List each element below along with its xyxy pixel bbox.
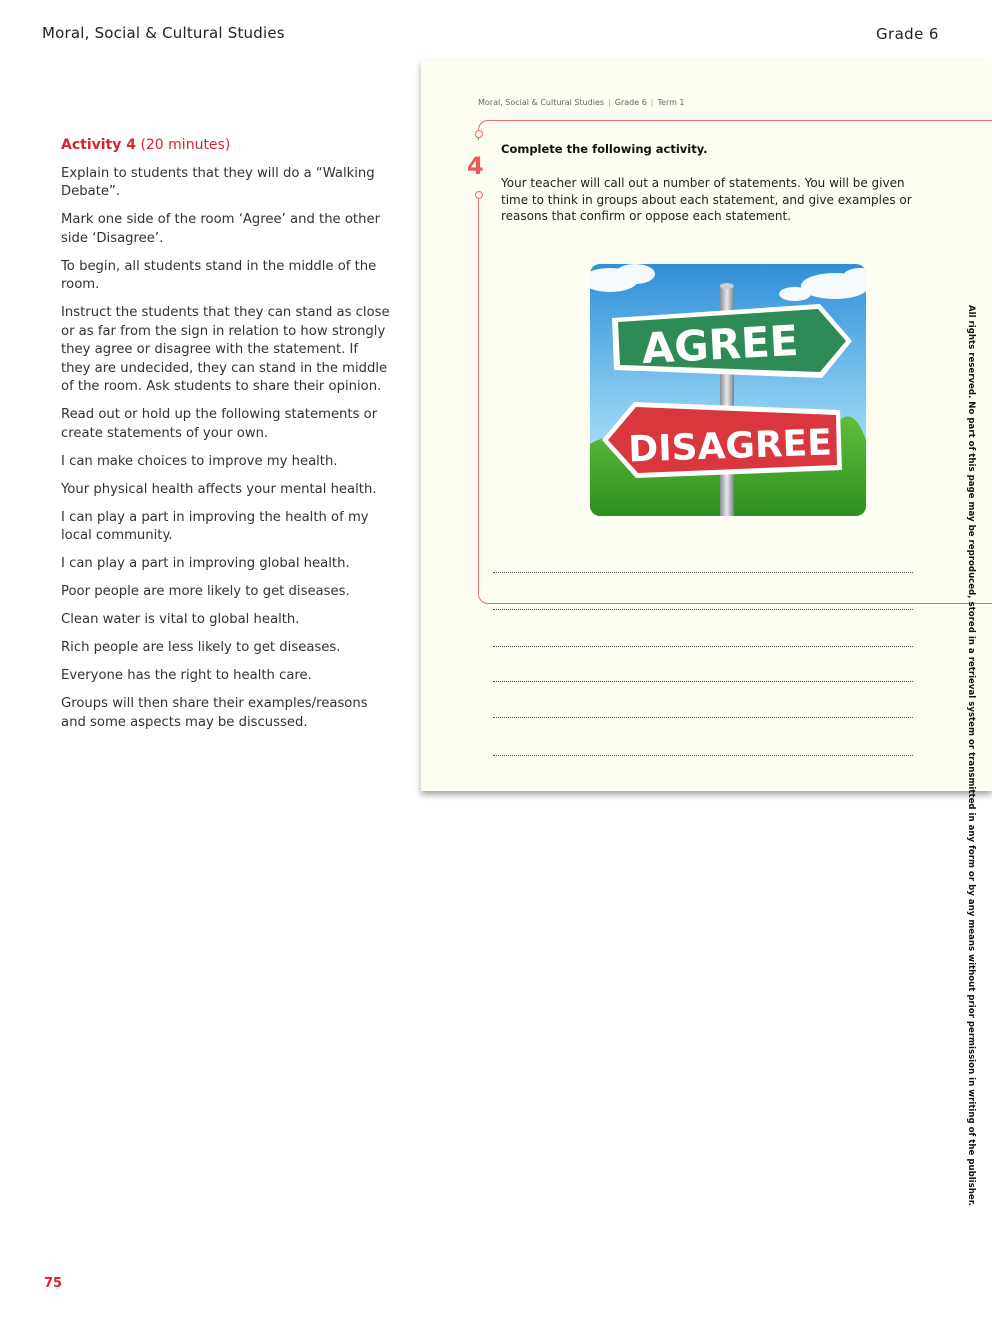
page-number: 75 — [44, 1276, 63, 1291]
copyright-notice — [962, 305, 978, 1206]
answer-line — [493, 755, 913, 756]
answer-line — [493, 646, 913, 647]
teacher-notes-column — [61, 136, 391, 742]
statement-item: Your physical health affects your mental health. — [61, 481, 377, 497]
instruction-paragraph: To begin, all students stand in the middle of the room. — [61, 258, 377, 292]
statement-item: Everyone has the right to health care. — [61, 668, 312, 683]
activity-heading — [61, 136, 391, 155]
statement-item: I can make choices to improve my health. — [61, 453, 338, 469]
header-separator: | — [650, 98, 654, 107]
page-header-grade: Grade 6 — [876, 25, 939, 43]
activity-instruction: Complete the following activity. — [501, 142, 708, 156]
answer-line — [493, 681, 913, 682]
signpost-illustration — [590, 264, 866, 516]
disagree-sign-board — [602, 402, 842, 478]
instruction-paragraph: Groups will then share their examples/reasons and some aspects may be discussed. — [61, 696, 368, 730]
instruction-paragraph: Mark one side of the room ‘Agree’ and the other side ‘Disagree’. — [61, 212, 380, 246]
instruction-paragraph: Read out or hold up the following statements or create statements of your own. — [61, 407, 378, 441]
statement-item: Rich people are less likely to get diseases. — [61, 640, 341, 655]
copyright-text: All rights reserved. No part of this page may be reproduced, stored in a retrieval system or transmitted in any form or by any means without prior permission in writing of the publisher. — [966, 305, 976, 1206]
student-page-grade: Grade 6 — [614, 98, 647, 107]
statement-item: Poor people are more likely to get diseases. — [61, 584, 350, 599]
instruction-paragraph: Explain to students that they will do a “Walking Debate”. — [61, 165, 375, 199]
statement-item: I can play a part in improving global health. — [61, 556, 350, 571]
agree-sign-text: AGREE — [640, 315, 800, 374]
statement-item: I can play a part in improving the health of my local community. — [61, 509, 369, 543]
header-separator: | — [608, 98, 611, 107]
activity-body-text: Your teacher will call out a number of statements. You will be given time to think in groups about each statement, and give examples or reasons that confirm or oppose each statement. — [501, 176, 912, 223]
activity-duration: (20 minutes) — [140, 137, 231, 153]
student-page-subject: Moral, Social & Cultural Studies — [478, 98, 605, 107]
answer-line — [493, 609, 913, 610]
frame-dot-top — [475, 130, 483, 138]
answer-line — [493, 717, 913, 718]
activity-title: Activity 4 — [61, 137, 136, 153]
instruction-paragraph: Instruct the students that they can stand as close or as far from the sign in relation to how strongly they agree or disagree with the statement. If they are undecided, they can stand in the middle of the room. Ask students to share their opinion. — [61, 305, 390, 394]
student-page-term: Term 1 — [657, 98, 685, 107]
statement-item: Clean water is vital to global health. — [61, 612, 300, 627]
pole-cap — [720, 283, 734, 289]
disagree-sign-text: DISAGREE — [627, 422, 833, 471]
page-header-subject: Moral, Social & Cultural Studies — [42, 24, 285, 42]
answer-line — [493, 572, 913, 573]
agree-disagree-sign-image — [590, 264, 866, 516]
student-book-page — [421, 60, 992, 791]
student-page-header — [478, 98, 685, 107]
activity-number: 4 — [467, 152, 484, 180]
frame-dot-bottom — [475, 191, 483, 199]
